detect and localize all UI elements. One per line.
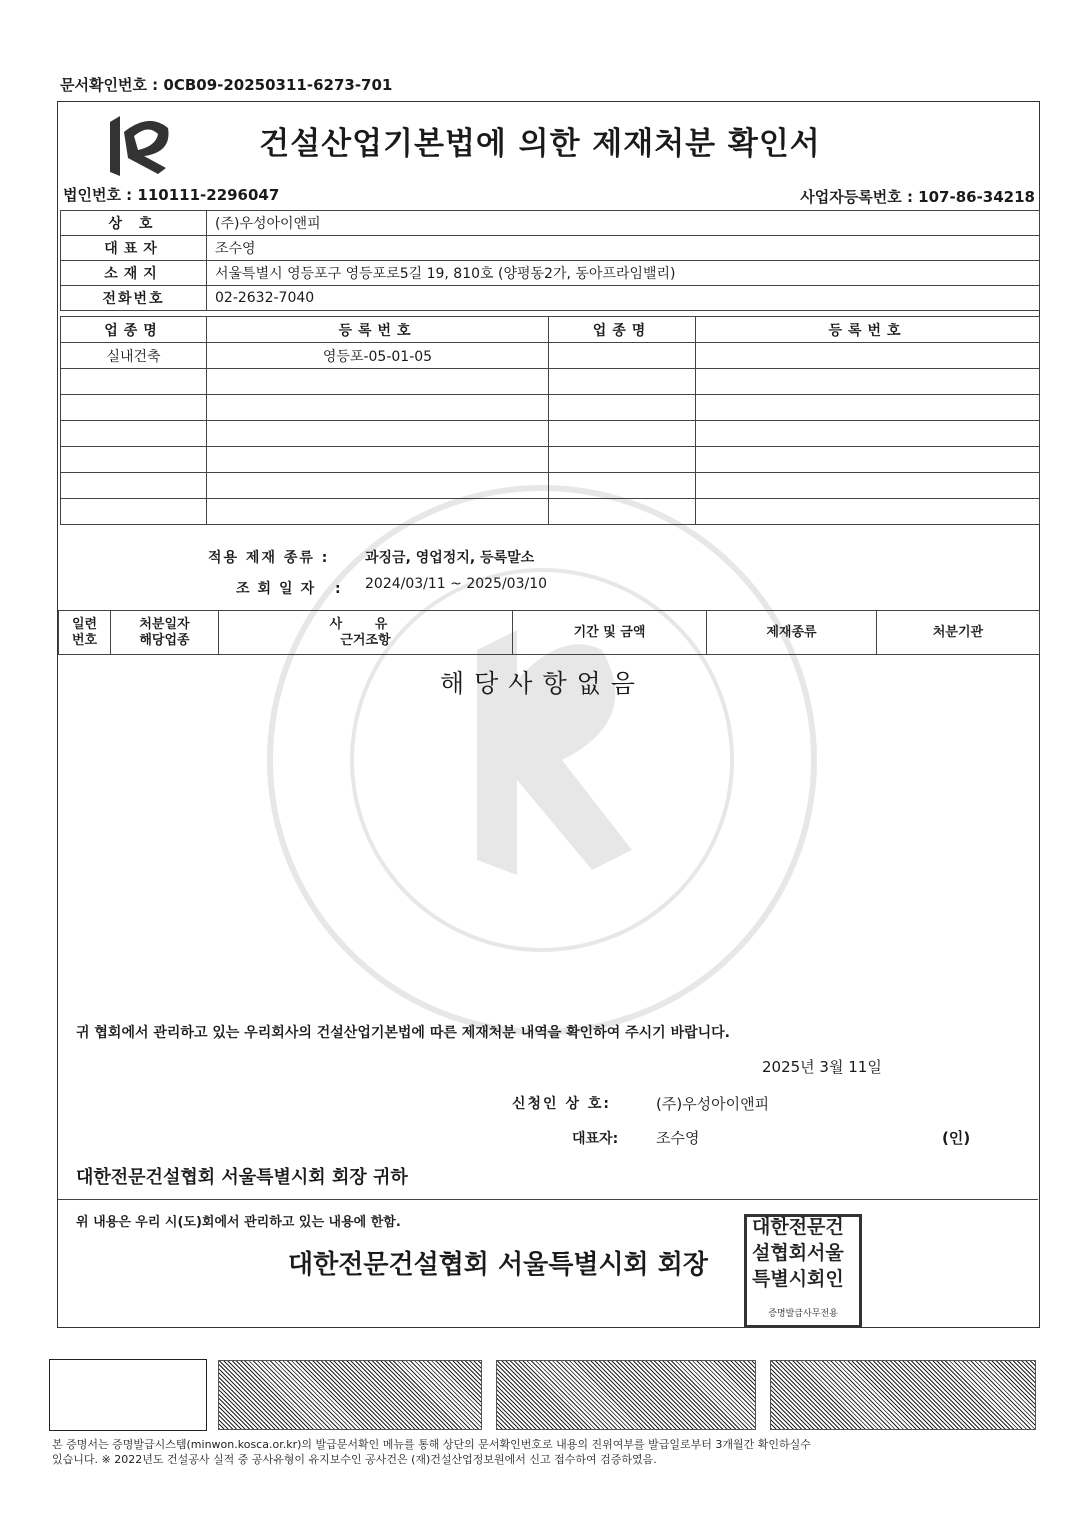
representative-label: 대표자 — [61, 236, 207, 261]
footer-notice: 본 증명서는 증명발급시스템(minwon.kosca.or.kr)의 발급문서확인 메뉴를 통해 상단의 문서확인번호로 내용의 진위여부를 발급일로부터 3개월간 확인하실수 있습니다. ※ 2022년도 건설공사 실적 중 공사유형이 유지보수인 공사건은 (재)건설산업정보원에서 신고 접수하여 검증하였음. — [52, 1438, 811, 1466]
regno-cell: 영등포-05-01-05 — [207, 343, 549, 369]
request-text: 귀 협회에서 관리하고 있는 우리회사의 건설산업기본법에 따른 제재처분 내역을 확인하여 주시기 바랍니다. — [76, 1025, 730, 1041]
phone-label: 전화번호 — [61, 286, 207, 311]
phone-row — [61, 286, 1040, 311]
business-registration-number: 사업자등록번호 : 107-86-34218 — [800, 188, 1035, 206]
header-regno-2: 등록번호 — [696, 317, 1040, 343]
corporate-number: 법인번호 : 110111-2296047 — [63, 186, 280, 204]
company-label: 상 호 — [61, 211, 207, 236]
applicant-company-label: 신청인 상 호: — [512, 1096, 611, 1112]
industry-cell — [549, 369, 696, 395]
industry-cell — [61, 421, 207, 447]
industry-cell: 실내건축 — [61, 343, 207, 369]
header-serial: 일련 번호 — [59, 611, 111, 655]
request-date: 2025년 3월 11일 — [762, 1058, 882, 1076]
regno-cell — [696, 421, 1040, 447]
seal-mark: (인) — [942, 1129, 971, 1147]
regno-cell — [696, 499, 1040, 525]
confirmation-text: 위 내용은 우리 시(도)회에서 관리하고 있는 내용에 한함. — [76, 1215, 401, 1230]
no-result-text: 해당사항없음 — [440, 669, 645, 698]
table-row — [61, 473, 1040, 499]
header-agency: 처분기관 — [877, 611, 1040, 655]
2d-barcode — [218, 1360, 482, 1430]
header-industry-2: 업종명 — [549, 317, 696, 343]
industry-cell — [549, 499, 696, 525]
issuer-name: 대한전문건설협회 서울특별시회 회장 — [288, 1250, 708, 1280]
table-row — [61, 343, 1040, 369]
regno-cell — [696, 395, 1040, 421]
regno-cell — [696, 447, 1040, 473]
industry-cell — [549, 395, 696, 421]
header-reason: 사 유 근거조항 — [219, 611, 513, 655]
addressee: 대한전문건설협회 서울특별시회 회장 귀하 — [76, 1167, 408, 1188]
regno-cell — [207, 473, 549, 499]
document-title: 건설산업기본법에 의한 제재처분 확인서 — [259, 126, 821, 162]
disposition-table — [58, 610, 1040, 655]
stamp-footer: 증명발급사무전용 — [768, 1309, 838, 1319]
industry-cell — [61, 447, 207, 473]
address-label: 소재지 — [61, 261, 207, 286]
table-row — [61, 447, 1040, 473]
regno-cell — [207, 421, 549, 447]
industry-cell — [61, 499, 207, 525]
table-row — [61, 395, 1040, 421]
header-disposition-date: 처분일자 해당업종 — [111, 611, 219, 655]
header-period-amount: 기간 및 금액 — [513, 611, 707, 655]
blank-box — [49, 1359, 207, 1431]
applicant-company: (주)우성아이앤피 — [656, 1095, 770, 1113]
regno-cell — [207, 369, 549, 395]
company-value: (주)우성아이앤피 — [207, 211, 1040, 236]
sanction-type-value: 과징금, 영업정지, 등록말소 — [365, 550, 535, 566]
2d-barcode — [770, 1360, 1036, 1430]
regno-cell — [696, 473, 1040, 499]
industry-cell — [61, 369, 207, 395]
industry-cell — [549, 421, 696, 447]
company-row — [61, 211, 1040, 236]
query-date-label: 조회일자 : — [236, 581, 349, 597]
industry-cell — [549, 343, 696, 369]
address-row — [61, 261, 1040, 286]
registration-table — [60, 316, 1040, 525]
sanction-type-label: 적용 제재 종류 : — [208, 550, 330, 566]
representative-value: 조수영 — [207, 236, 1040, 261]
stamp-text: 대한전문건 설협회서울 특별시회인 — [752, 1216, 844, 1290]
2d-barcode — [496, 1360, 756, 1430]
table-row — [61, 499, 1040, 525]
industry-cell — [61, 473, 207, 499]
header-industry-1: 업종명 — [61, 317, 207, 343]
registration-header-row — [61, 317, 1040, 343]
company-info-table — [60, 210, 1040, 311]
header-sanction-type: 제재종류 — [707, 611, 877, 655]
regno-cell — [696, 369, 1040, 395]
regno-cell — [696, 343, 1040, 369]
phone-value: 02-2632-7040 — [207, 286, 1040, 311]
section-divider — [58, 1199, 1038, 1200]
header-regno-1: 등록번호 — [207, 317, 549, 343]
kosca-logo-icon — [104, 112, 174, 178]
representative-row — [61, 236, 1040, 261]
address-value: 서울특별시 영등포구 영등포로5길 19, 810호 (양평동2가, 동아프라임밸리) — [207, 261, 1040, 286]
industry-cell — [549, 447, 696, 473]
applicant-rep-name: 조수영 — [656, 1129, 700, 1147]
applicant-rep-label: 대표자: — [572, 1131, 619, 1147]
industry-cell — [61, 395, 207, 421]
industry-cell — [549, 473, 696, 499]
regno-cell — [207, 447, 549, 473]
query-date-value: 2024/03/11 ~ 2025/03/10 — [365, 576, 548, 592]
disposition-header-row — [59, 611, 1040, 655]
table-row — [61, 421, 1040, 447]
table-row — [61, 369, 1040, 395]
regno-cell — [207, 499, 549, 525]
document-number: 문서확인번호 : 0CB09-20250311-6273-701 — [60, 76, 393, 94]
regno-cell — [207, 395, 549, 421]
